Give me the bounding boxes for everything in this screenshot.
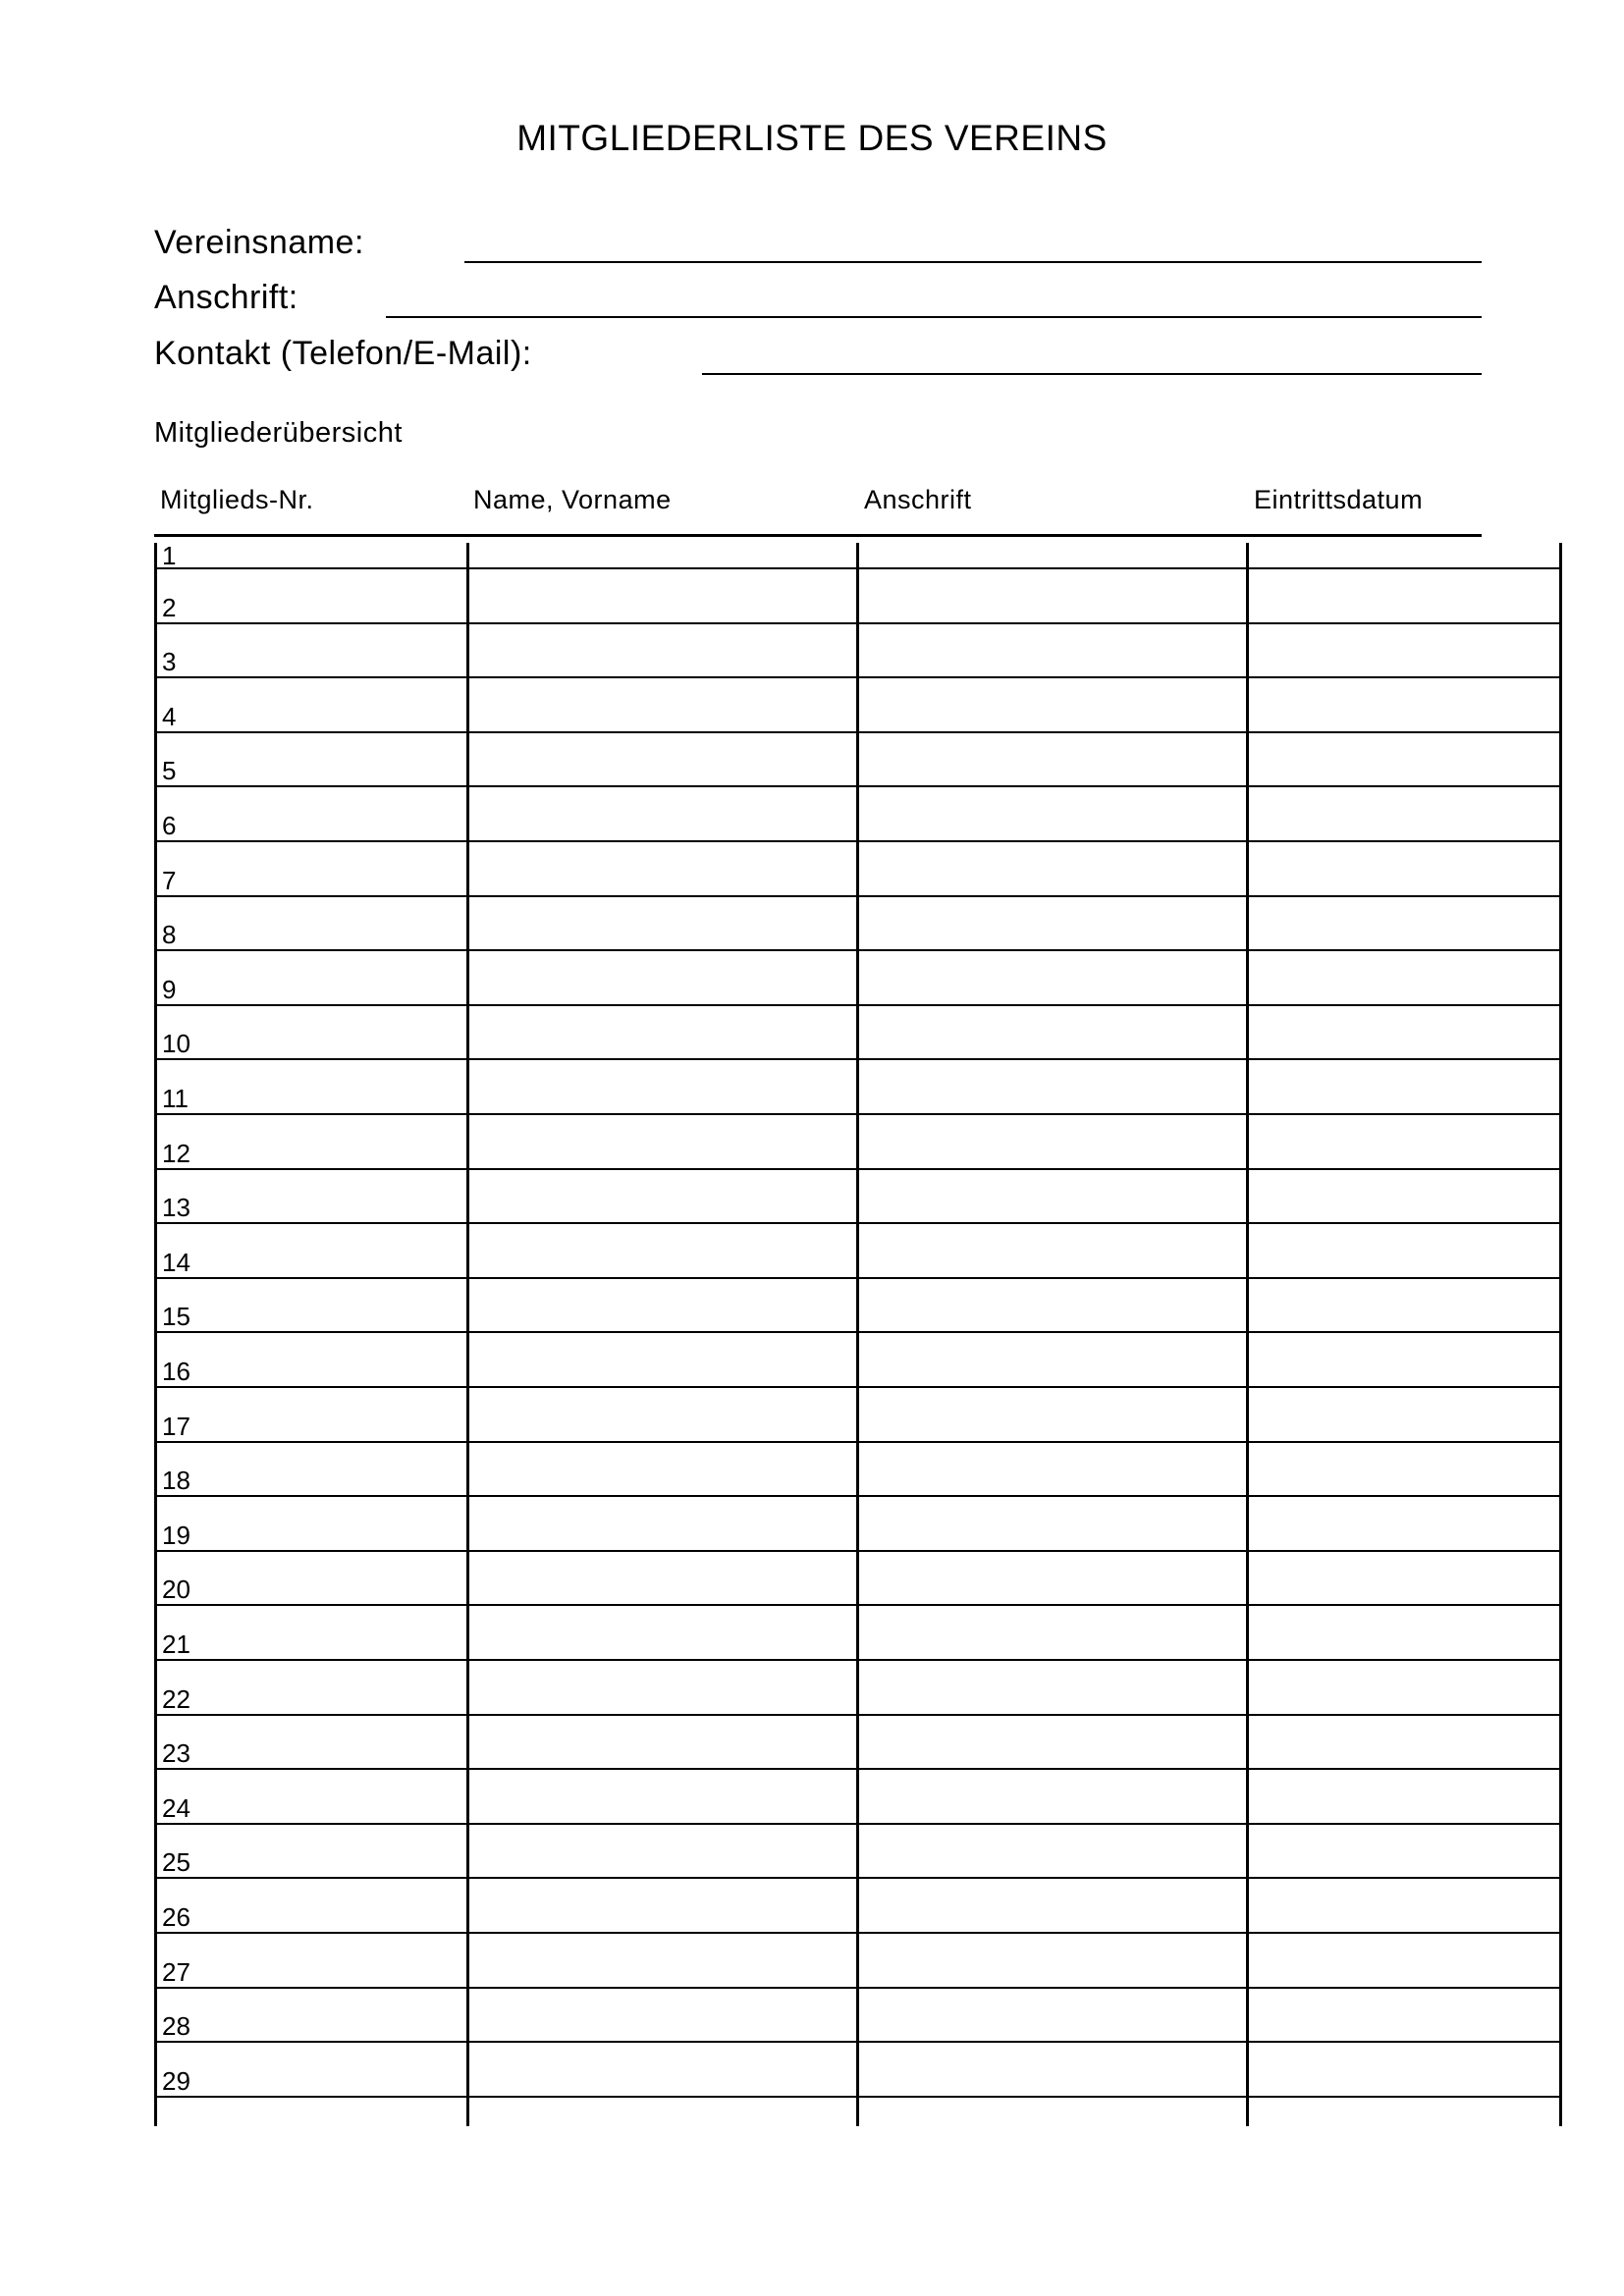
table-row[interactable] — [154, 840, 1562, 842]
row-number: 15 — [162, 1302, 190, 1332]
table-row[interactable] — [154, 1004, 1562, 1006]
row-number: 20 — [162, 1575, 190, 1605]
table-row[interactable] — [154, 785, 1562, 787]
row-number: 1 — [162, 541, 177, 570]
table-row[interactable] — [154, 1222, 1562, 1224]
column-divider — [154, 543, 157, 2126]
table-row[interactable] — [154, 1714, 1562, 1716]
row-number: 10 — [162, 1029, 190, 1059]
table-row[interactable] — [154, 1168, 1562, 1170]
row-number: 25 — [162, 1847, 190, 1878]
member-table — [154, 543, 1562, 2126]
header-rule — [154, 534, 1482, 537]
table-row[interactable] — [154, 567, 1562, 569]
table-row[interactable] — [154, 2041, 1562, 2043]
table-row[interactable] — [154, 676, 1562, 678]
row-number: 9 — [162, 974, 177, 1004]
row-number: 12 — [162, 1138, 190, 1168]
row-number: 29 — [162, 2065, 190, 2096]
row-number: 7 — [162, 865, 177, 895]
vereinsname-label: Vereinsname: — [154, 224, 364, 261]
row-number: 3 — [162, 647, 177, 677]
table-row[interactable] — [154, 2096, 1562, 2098]
row-number: 11 — [162, 1084, 189, 1113]
column-header-anschrift: Anschrift — [864, 485, 972, 514]
row-number: 16 — [162, 1357, 190, 1386]
row-number: 2 — [162, 592, 177, 622]
table-row[interactable] — [154, 1113, 1562, 1115]
column-divider — [1559, 543, 1562, 2126]
column-divider — [856, 543, 859, 2126]
vereinsname-input-line[interactable] — [464, 261, 1482, 263]
table-row[interactable] — [154, 1932, 1562, 1934]
table-row[interactable] — [154, 622, 1562, 624]
table-row[interactable] — [154, 949, 1562, 951]
row-number: 4 — [162, 701, 177, 731]
anschrift-label: Anschrift: — [154, 279, 298, 316]
row-number: 22 — [162, 1683, 190, 1714]
page-title: MITGLIEDERLISTE DES VEREINS — [516, 118, 1108, 158]
table-row[interactable] — [154, 1823, 1562, 1825]
column-header-name: Name, Vorname — [473, 485, 672, 514]
column-divider — [1246, 543, 1249, 2126]
row-number: 28 — [162, 2011, 190, 2042]
anschrift-input-line[interactable] — [386, 316, 1482, 318]
table-row[interactable] — [154, 1550, 1562, 1552]
table-row[interactable] — [154, 731, 1562, 733]
row-number: 21 — [162, 1629, 190, 1659]
row-number: 26 — [162, 1902, 190, 1932]
row-number: 8 — [162, 920, 177, 950]
table-row[interactable] — [154, 1386, 1562, 1388]
table-row[interactable] — [154, 1659, 1562, 1661]
table-row[interactable] — [154, 1604, 1562, 1606]
table-row[interactable] — [154, 1058, 1562, 1060]
row-number: 14 — [162, 1247, 190, 1277]
table-row[interactable] — [154, 1987, 1562, 1989]
section-heading: Mitgliederübersicht — [154, 417, 403, 449]
table-row[interactable] — [154, 1877, 1562, 1879]
table-row[interactable] — [154, 895, 1562, 897]
row-number: 6 — [162, 811, 177, 840]
table-row[interactable] — [154, 1768, 1562, 1770]
column-header-eintrittsdatum: Eintrittsdatum — [1254, 485, 1424, 514]
row-number: 17 — [162, 1411, 190, 1441]
column-divider — [466, 543, 469, 2126]
row-number: 27 — [162, 1956, 190, 1987]
table-row[interactable] — [154, 1495, 1562, 1497]
kontakt-label: Kontakt (Telefon/E-Mail): — [154, 335, 532, 372]
table-row[interactable] — [154, 1441, 1562, 1443]
table-row[interactable] — [154, 1277, 1562, 1279]
row-number: 19 — [162, 1520, 190, 1550]
row-number: 24 — [162, 1792, 190, 1823]
row-number: 18 — [162, 1466, 190, 1496]
column-header-mitglieds-nr: Mitglieds-Nr. — [160, 485, 314, 514]
row-number: 5 — [162, 756, 177, 786]
row-number: 13 — [162, 1193, 190, 1223]
kontakt-input-line[interactable] — [702, 373, 1482, 375]
table-row[interactable] — [154, 1331, 1562, 1333]
row-number: 23 — [162, 1738, 190, 1769]
